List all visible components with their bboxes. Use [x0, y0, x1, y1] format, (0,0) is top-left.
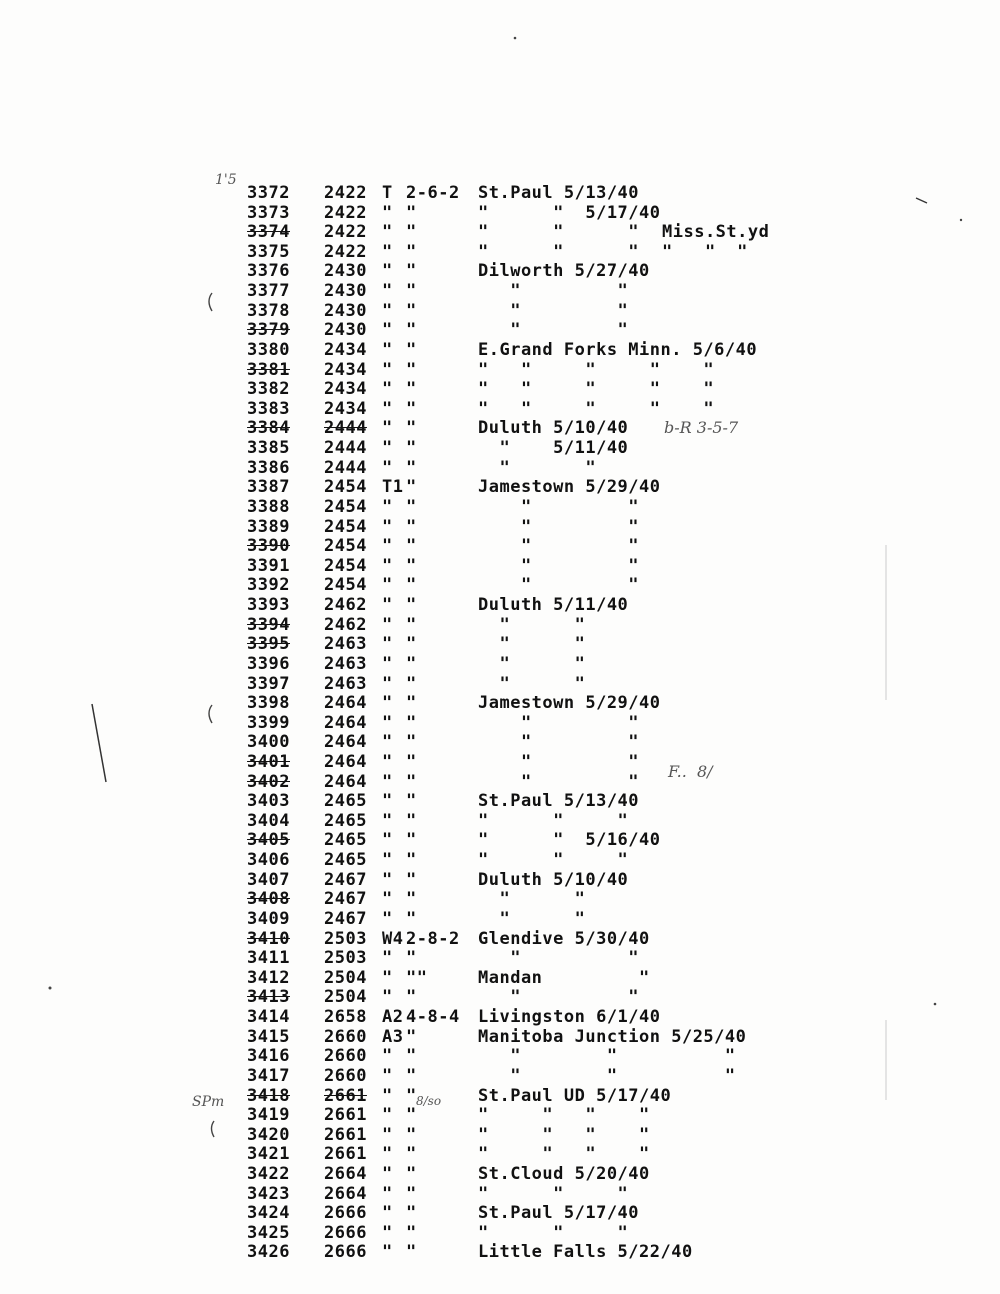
- location-date: " ": [478, 948, 640, 968]
- engine-number: 3385: [247, 438, 290, 458]
- engine-number: 3395: [247, 634, 290, 654]
- wheel-arrangement: ": [406, 830, 417, 850]
- location-date: Duluth 5/10/40: [478, 418, 629, 438]
- class-cell: ": [382, 517, 393, 537]
- wheel-arrangement: ": [406, 870, 417, 890]
- wheel-arrangement: ": [406, 1144, 417, 1164]
- engine-number: 3423: [247, 1184, 290, 1204]
- location-date: Manitoba Junction 5/25/40: [478, 1027, 747, 1047]
- class-cell: ": [382, 1066, 393, 1086]
- wheel-arrangement: ": [406, 203, 417, 223]
- location-date: Livingston 6/1/40: [478, 1007, 661, 1027]
- annotation-3418-mid: 8/so: [416, 1094, 442, 1108]
- class-cell: ": [382, 360, 393, 380]
- wheel-arrangement: ": [406, 1164, 417, 1184]
- location-date: Little Falls 5/22/40: [478, 1242, 693, 1262]
- class-cell: ": [382, 1242, 393, 1262]
- location-date: Jamestown 5/29/40: [478, 477, 661, 497]
- class-cell: ": [382, 693, 393, 713]
- engine-number: 3375: [247, 242, 290, 262]
- wheel-arrangement: ": [406, 399, 417, 419]
- engine-number: 3393: [247, 595, 290, 615]
- location-date: " " " " ": [478, 399, 715, 419]
- location-date: " " " ": [478, 1105, 650, 1125]
- class-cell: ": [382, 556, 393, 576]
- engine-number: 3384: [247, 418, 290, 438]
- wheel-arrangement: ": [406, 418, 417, 438]
- class-cell: A3: [382, 1027, 404, 1047]
- location-date: " ": [478, 517, 640, 537]
- location-date: Duluth 5/11/40: [478, 595, 629, 615]
- old-number: 2430: [324, 261, 367, 281]
- wheel-arrangement: ": [406, 1125, 417, 1145]
- class-cell: ": [382, 320, 393, 340]
- class-cell: ": [382, 752, 393, 772]
- class-cell: ": [382, 301, 393, 321]
- wheel-arrangement: ": [406, 242, 417, 262]
- engine-number: 3403: [247, 791, 290, 811]
- class-cell: ": [382, 595, 393, 615]
- wheel-arrangement: ": [406, 301, 417, 321]
- engine-number: 3426: [247, 1242, 290, 1262]
- location-date: " " ": [478, 850, 629, 870]
- wheel-arrangement: ": [406, 477, 417, 497]
- class-cell: ": [382, 575, 393, 595]
- wheel-arrangement: ": [406, 791, 417, 811]
- engine-number: 3378: [247, 301, 290, 321]
- extra-note: " " ": [662, 242, 748, 262]
- wheel-arrangement: ": [406, 1066, 417, 1086]
- old-number: 2465: [324, 791, 367, 811]
- old-number: 2454: [324, 517, 367, 537]
- location-date: " ": [478, 732, 640, 752]
- engine-number: 3396: [247, 654, 290, 674]
- engine-number: 3381: [247, 360, 290, 380]
- location-date: " ": [478, 772, 640, 792]
- wheel-arrangement: ": [406, 536, 417, 556]
- old-number: 2664: [324, 1184, 367, 1204]
- location-date: " ": [478, 458, 597, 478]
- engine-number: 3399: [247, 713, 290, 733]
- location-date: " " " " ": [478, 360, 715, 380]
- class-cell: ": [382, 968, 393, 988]
- class-cell: ": [382, 1105, 393, 1125]
- class-cell: ": [382, 654, 393, 674]
- old-number: 2504: [324, 968, 367, 988]
- engine-number: 3407: [247, 870, 290, 890]
- old-number: 2434: [324, 340, 367, 360]
- engine-number: 3377: [247, 281, 290, 301]
- wheel-arrangement: ": [406, 615, 417, 635]
- location-date: " " ": [478, 1046, 736, 1066]
- wheel-arrangement: ": [406, 811, 417, 831]
- old-number: 2454: [324, 575, 367, 595]
- engine-number: 3383: [247, 399, 290, 419]
- wheel-arrangement: ": [406, 575, 417, 595]
- old-number: 2430: [324, 281, 367, 301]
- class-cell: ": [382, 242, 393, 262]
- old-number: 2444: [324, 458, 367, 478]
- wheel-arrangement: ": [406, 693, 417, 713]
- wheel-arrangement: ": [406, 222, 417, 242]
- old-number: 2465: [324, 830, 367, 850]
- class-cell: ": [382, 713, 393, 733]
- old-number: 2454: [324, 477, 367, 497]
- location-date: " ": [478, 536, 640, 556]
- wheel-arrangement: ": [406, 987, 417, 1007]
- wheel-arrangement: ": [406, 340, 417, 360]
- class-cell: ": [382, 948, 393, 968]
- engine-number: 3416: [247, 1046, 290, 1066]
- location-date: " " ": [478, 1184, 629, 1204]
- engine-number: 3408: [247, 889, 290, 909]
- location-date: Glendive 5/30/40: [478, 929, 650, 949]
- wheel-arrangement: ": [406, 281, 417, 301]
- engine-number: 3420: [247, 1125, 290, 1145]
- old-number: 2463: [324, 654, 367, 674]
- old-number: 2658: [324, 1007, 367, 1027]
- old-number: 2660: [324, 1046, 367, 1066]
- wheel-arrangement: ": [406, 595, 417, 615]
- engine-number: 3387: [247, 477, 290, 497]
- wheel-arrangement: ": [406, 261, 417, 281]
- old-number: 2660: [324, 1066, 367, 1086]
- location-date: " 5/11/40: [478, 438, 629, 458]
- wheel-arrangement: ": [406, 1105, 417, 1125]
- old-number: 2503: [324, 929, 367, 949]
- class-cell: ": [382, 203, 393, 223]
- wheel-arrangement: ": [406, 948, 417, 968]
- engine-number: 3406: [247, 850, 290, 870]
- old-number: 2464: [324, 752, 367, 772]
- class-cell: ": [382, 1046, 393, 1066]
- class-cell: ": [382, 674, 393, 694]
- location-date: " " ": [478, 811, 629, 831]
- location-date: " " " " ": [478, 379, 715, 399]
- wheel-arrangement: ": [406, 1184, 417, 1204]
- engine-number: 3397: [247, 674, 290, 694]
- engine-number: 3380: [247, 340, 290, 360]
- location-date: " ": [478, 634, 586, 654]
- old-number: 2430: [324, 320, 367, 340]
- wheel-arrangement: ": [406, 909, 417, 929]
- location-date: Mandan ": [478, 968, 650, 988]
- class-cell: ": [382, 399, 393, 419]
- location-date: " " ": [478, 1066, 736, 1086]
- old-number: 2661: [324, 1144, 367, 1164]
- location-date: " ": [478, 752, 640, 772]
- old-number: 2422: [324, 222, 367, 242]
- engine-number: 3394: [247, 615, 290, 635]
- wheel-arrangement: ": [406, 497, 417, 517]
- location-date: " ": [478, 654, 586, 674]
- engine-number: 3373: [247, 203, 290, 223]
- location-date: " ": [478, 713, 640, 733]
- engine-number: 3409: [247, 909, 290, 929]
- old-number: 2464: [324, 713, 367, 733]
- engine-number: 3379: [247, 320, 290, 340]
- old-number: 2422: [324, 183, 367, 203]
- class-cell: ": [382, 438, 393, 458]
- engine-number: 3398: [247, 693, 290, 713]
- old-number: 2430: [324, 301, 367, 321]
- location-date: St.Cloud 5/20/40: [478, 1164, 650, 1184]
- engine-number: 3411: [247, 948, 290, 968]
- class-cell: ": [382, 772, 393, 792]
- wheel-arrangement: ": [406, 517, 417, 537]
- location-date: " " " ": [478, 1125, 650, 1145]
- wheel-arrangement: ": [406, 1046, 417, 1066]
- old-number: 2666: [324, 1223, 367, 1243]
- wheel-arrangement: ": [406, 1086, 417, 1106]
- location-date: " ": [478, 281, 629, 301]
- extra-note: Miss.St.yd: [662, 222, 770, 242]
- wheel-arrangement: ": [406, 320, 417, 340]
- engine-number: 3419: [247, 1105, 290, 1125]
- class-cell: ": [382, 909, 393, 929]
- class-cell: ": [382, 281, 393, 301]
- wheel-arrangement: ": [406, 889, 417, 909]
- engine-number: 3422: [247, 1164, 290, 1184]
- location-date: " " 5/16/40: [478, 830, 661, 850]
- class-cell: ": [382, 1125, 393, 1145]
- engine-number: 3376: [247, 261, 290, 281]
- wheel-arrangement: ": [406, 360, 417, 380]
- old-number: 2464: [324, 693, 367, 713]
- old-number: 2465: [324, 811, 367, 831]
- engine-number: 3414: [247, 1007, 290, 1027]
- location-date: Jamestown 5/29/40: [478, 693, 661, 713]
- class-cell: ": [382, 850, 393, 870]
- engine-number: 3372: [247, 183, 290, 203]
- wheel-arrangement: ": [406, 458, 417, 478]
- engine-number: 3388: [247, 497, 290, 517]
- class-cell: A2: [382, 1007, 404, 1027]
- old-number: 2462: [324, 595, 367, 615]
- engine-number: 3413: [247, 987, 290, 1007]
- engine-number: 3421: [247, 1144, 290, 1164]
- wheel-arrangement: ": [406, 1027, 417, 1047]
- old-number: 2666: [324, 1203, 367, 1223]
- engine-number: 3382: [247, 379, 290, 399]
- class-cell: W4: [382, 929, 404, 949]
- old-number: 2666: [324, 1242, 367, 1262]
- class-cell: ": [382, 1184, 393, 1204]
- wheel-arrangement: ": [406, 438, 417, 458]
- wheel-arrangement: ": [406, 772, 417, 792]
- engine-number: 3391: [247, 556, 290, 576]
- engine-number: 3424: [247, 1203, 290, 1223]
- engine-number: 3410: [247, 929, 290, 949]
- old-number: 2467: [324, 870, 367, 890]
- location-date: " ": [478, 575, 640, 595]
- location-date: E.Grand Forks Minn. 5/6/40: [478, 340, 758, 360]
- class-cell: ": [382, 791, 393, 811]
- class-cell: ": [382, 1203, 393, 1223]
- class-cell: ": [382, 987, 393, 1007]
- old-number: 2454: [324, 556, 367, 576]
- old-number: 2444: [324, 418, 367, 438]
- old-number: 2661: [324, 1105, 367, 1125]
- wheel-arrangement: ": [406, 634, 417, 654]
- location-date: " ": [478, 497, 640, 517]
- old-number: 2464: [324, 732, 367, 752]
- old-number: 2422: [324, 242, 367, 262]
- wheel-arrangement: 2-6-2: [406, 183, 460, 203]
- old-number: 2462: [324, 615, 367, 635]
- engine-number: 3404: [247, 811, 290, 831]
- old-number: 2434: [324, 379, 367, 399]
- engine-number: 3405: [247, 830, 290, 850]
- class-cell: T1: [382, 477, 404, 497]
- class-cell: ": [382, 458, 393, 478]
- class-cell: ": [382, 889, 393, 909]
- class-cell: ": [382, 261, 393, 281]
- wheel-arrangement: 2-8-2: [406, 929, 460, 949]
- old-number: 2454: [324, 497, 367, 517]
- location-date: " ": [478, 556, 640, 576]
- annotation-3372: 1'5: [215, 172, 237, 188]
- class-cell: ": [382, 634, 393, 654]
- location-date: St.Paul UD 5/17/40: [478, 1086, 672, 1106]
- annotation-3402: F.. 8/: [668, 762, 713, 781]
- old-number: 2434: [324, 360, 367, 380]
- location-date: " " ": [478, 242, 640, 262]
- location-date: " " ": [478, 1223, 629, 1243]
- location-date: " ": [478, 909, 586, 929]
- old-number: 2660: [324, 1027, 367, 1047]
- location-date: " " ": [478, 222, 640, 242]
- wheel-arrangement: "": [406, 968, 428, 988]
- engine-number: 3412: [247, 968, 290, 988]
- class-cell: ": [382, 1144, 393, 1164]
- wheel-arrangement: ": [406, 713, 417, 733]
- class-cell: ": [382, 830, 393, 850]
- location-date: " ": [478, 987, 640, 1007]
- class-cell: ": [382, 1223, 393, 1243]
- annotation-3418-left: SPm: [192, 1094, 225, 1110]
- engine-number: 3402: [247, 772, 290, 792]
- wheel-arrangement: ": [406, 1223, 417, 1243]
- location-date: " ": [478, 615, 586, 635]
- location-date: " " 5/17/40: [478, 203, 661, 223]
- class-cell: ": [382, 222, 393, 242]
- engine-number: 3389: [247, 517, 290, 537]
- engine-number: 3415: [247, 1027, 290, 1047]
- wheel-arrangement: ": [406, 1203, 417, 1223]
- location-date: " ": [478, 674, 586, 694]
- class-cell: ": [382, 1164, 393, 1184]
- location-date: St.Paul 5/13/40: [478, 183, 640, 203]
- class-cell: ": [382, 340, 393, 360]
- old-number: 2463: [324, 674, 367, 694]
- engine-number: 3418: [247, 1086, 290, 1106]
- wheel-arrangement: ": [406, 732, 417, 752]
- engine-number: 3401: [247, 752, 290, 772]
- engine-number: 3417: [247, 1066, 290, 1086]
- engine-number: 3400: [247, 732, 290, 752]
- class-cell: T: [382, 183, 393, 203]
- old-number: 2664: [324, 1164, 367, 1184]
- class-cell: ": [382, 811, 393, 831]
- location-date: " " " ": [478, 1144, 650, 1164]
- old-number: 2467: [324, 909, 367, 929]
- class-cell: ": [382, 379, 393, 399]
- class-cell: ": [382, 497, 393, 517]
- old-number: 2463: [324, 634, 367, 654]
- class-cell: ": [382, 732, 393, 752]
- engine-number: 3390: [247, 536, 290, 556]
- wheel-arrangement: ": [406, 556, 417, 576]
- wheel-arrangement: ": [406, 654, 417, 674]
- old-number: 2465: [324, 850, 367, 870]
- class-cell: ": [382, 870, 393, 890]
- location-date: Dilworth 5/27/40: [478, 261, 650, 281]
- class-cell: ": [382, 615, 393, 635]
- wheel-arrangement: ": [406, 752, 417, 772]
- class-cell: ": [382, 1086, 393, 1106]
- engine-number: 3425: [247, 1223, 290, 1243]
- location-date: " ": [478, 301, 629, 321]
- old-number: 2454: [324, 536, 367, 556]
- old-number: 2422: [324, 203, 367, 223]
- wheel-arrangement: ": [406, 850, 417, 870]
- location-date: " ": [478, 889, 586, 909]
- location-date: " ": [478, 320, 629, 340]
- old-number: 2444: [324, 438, 367, 458]
- old-number: 2661: [324, 1125, 367, 1145]
- wheel-arrangement: ": [406, 1242, 417, 1262]
- engine-number: 3392: [247, 575, 290, 595]
- old-number: 2504: [324, 987, 367, 1007]
- wheel-arrangement: ": [406, 379, 417, 399]
- location-date: Duluth 5/10/40: [478, 870, 629, 890]
- class-cell: ": [382, 536, 393, 556]
- old-number: 2434: [324, 399, 367, 419]
- old-number: 2464: [324, 772, 367, 792]
- annotation-3384: b-R 3-5-7: [664, 418, 739, 437]
- engine-number: 3386: [247, 458, 290, 478]
- location-date: St.Paul 5/17/40: [478, 1203, 640, 1223]
- old-number: 2503: [324, 948, 367, 968]
- old-number: 2467: [324, 889, 367, 909]
- engine-number: 3374: [247, 222, 290, 242]
- class-cell: ": [382, 418, 393, 438]
- location-date: St.Paul 5/13/40: [478, 791, 640, 811]
- wheel-arrangement: 4-8-4: [406, 1007, 460, 1027]
- old-number: 2661: [324, 1086, 367, 1106]
- wheel-arrangement: ": [406, 674, 417, 694]
